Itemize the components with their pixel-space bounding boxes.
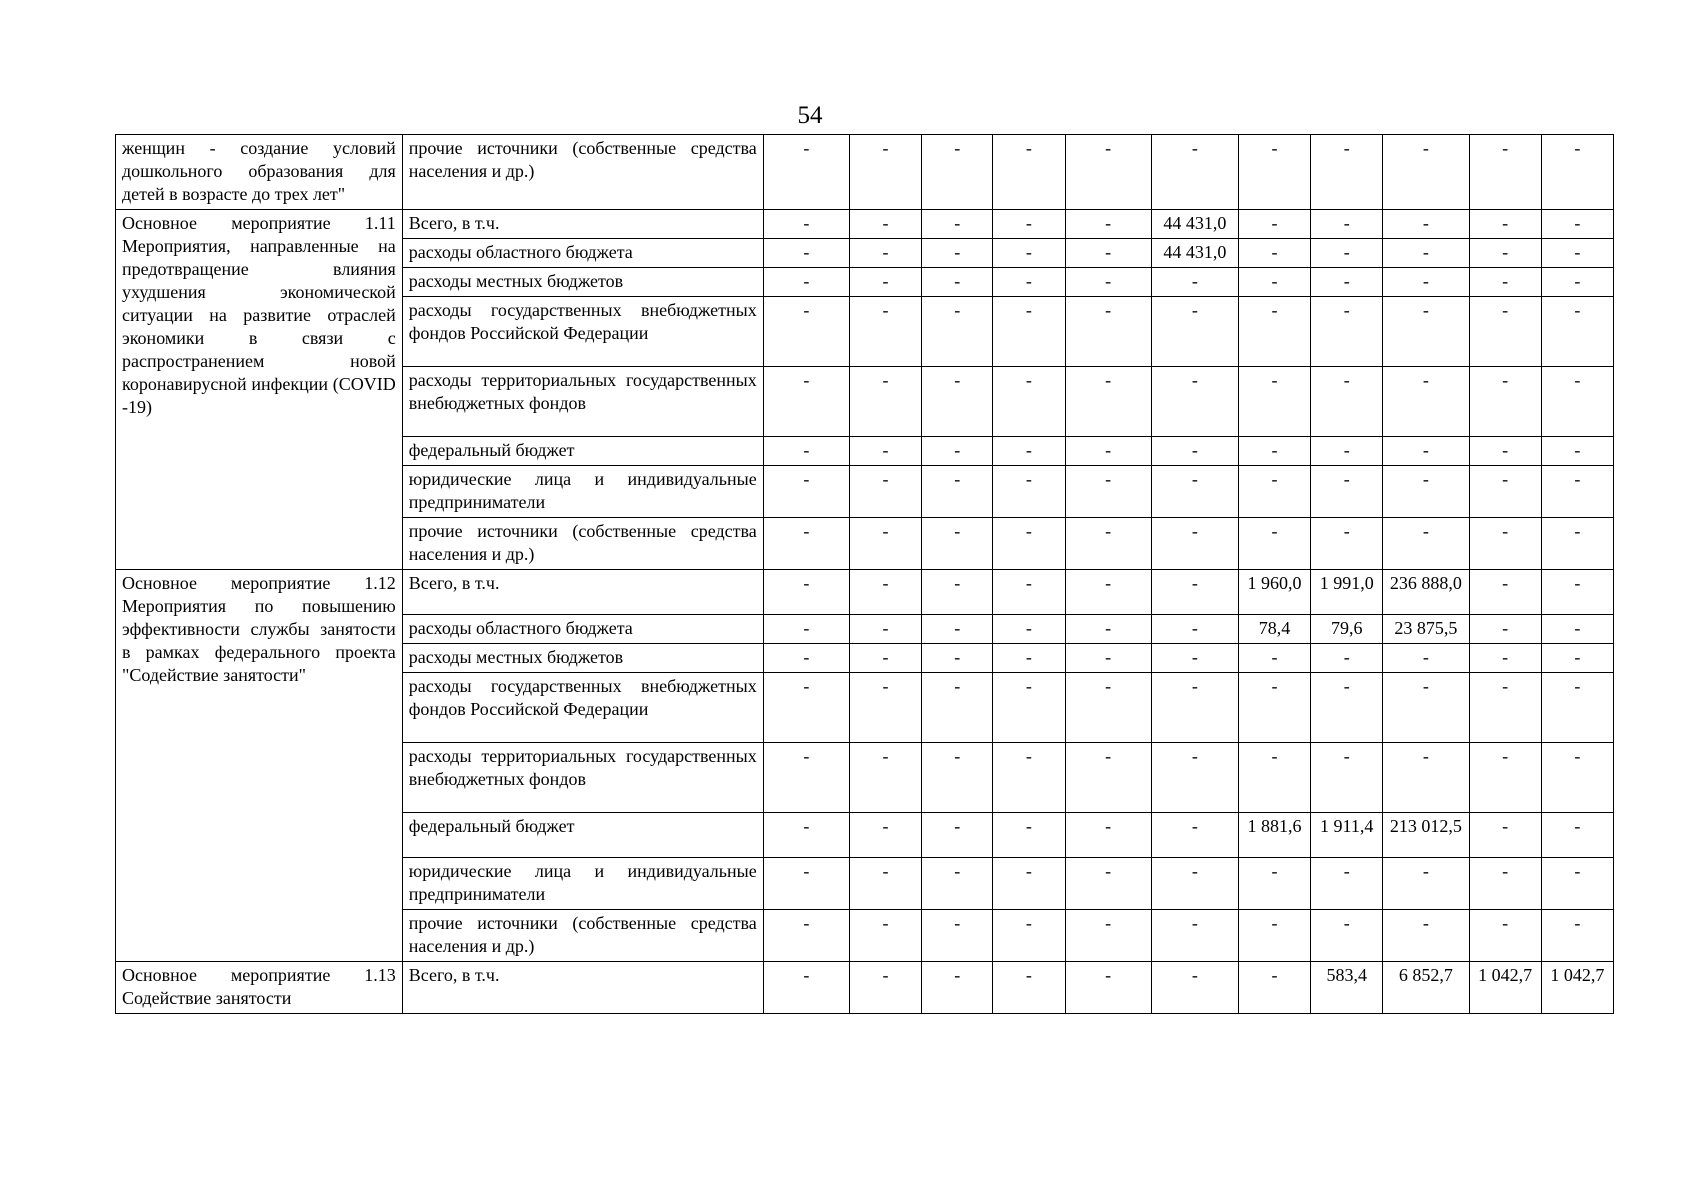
value-cell: - xyxy=(993,518,1065,570)
source-cell: расходы территориальных государственных внебюджетных фондов xyxy=(402,367,763,437)
value-cell: - xyxy=(1065,910,1151,962)
value-cell: - xyxy=(1151,743,1238,813)
value-cell: - xyxy=(849,570,921,615)
value-cell: - xyxy=(763,297,849,367)
value-cell: - xyxy=(1469,239,1541,268)
table-row xyxy=(116,135,1614,210)
source-cell: прочие источники (собственные средства населения и др.) xyxy=(402,910,763,962)
value-cell: - xyxy=(1311,135,1383,210)
value-cell: - xyxy=(763,962,849,1014)
value-cell: - xyxy=(1469,518,1541,570)
value-cell: - xyxy=(1469,570,1541,615)
value-cell: - xyxy=(763,813,849,858)
value-cell: - xyxy=(849,644,921,673)
value-cell: - xyxy=(763,466,849,518)
value-cell: - xyxy=(1238,135,1310,210)
value-cell: - xyxy=(1065,239,1151,268)
value-cell: - xyxy=(763,858,849,910)
value-cell: - xyxy=(763,910,849,962)
value-cell: - xyxy=(763,615,849,644)
value-cell: - xyxy=(849,910,921,962)
value-cell: - xyxy=(1469,673,1541,743)
value-cell: - xyxy=(849,962,921,1014)
value-cell: - xyxy=(993,962,1065,1014)
value-cell: - xyxy=(993,673,1065,743)
value-cell: - xyxy=(1151,518,1238,570)
value-cell: - xyxy=(849,673,921,743)
value-cell: - xyxy=(1238,858,1310,910)
value-cell: - xyxy=(1541,813,1613,858)
value-cell: - xyxy=(849,518,921,570)
value-cell: - xyxy=(1469,813,1541,858)
value-cell: - xyxy=(763,437,849,466)
value-cell: - xyxy=(922,644,993,673)
value-cell: 213 012,5 xyxy=(1383,813,1469,858)
value-cell: - xyxy=(1469,910,1541,962)
value-cell: - xyxy=(1383,437,1469,466)
source-cell: расходы областного бюджета xyxy=(402,615,763,644)
value-cell: - xyxy=(1541,518,1613,570)
value-cell: - xyxy=(922,962,993,1014)
value-cell: - xyxy=(1151,813,1238,858)
value-cell: - xyxy=(1469,466,1541,518)
value-cell: - xyxy=(1541,268,1613,297)
value-cell: - xyxy=(849,813,921,858)
value-cell: - xyxy=(922,466,993,518)
value-cell: 583,4 xyxy=(1311,962,1383,1014)
source-cell: Всего, в т.ч. xyxy=(402,210,763,239)
value-cell: - xyxy=(1469,268,1541,297)
source-cell: расходы государственных внебюджетных фондов Российской Федерации xyxy=(402,297,763,367)
value-cell: - xyxy=(1151,615,1238,644)
source-cell: Всего, в т.ч. xyxy=(402,570,763,615)
value-cell: - xyxy=(1311,858,1383,910)
value-cell: - xyxy=(922,239,993,268)
value-cell: - xyxy=(1151,910,1238,962)
value-cell: - xyxy=(993,743,1065,813)
value-cell: - xyxy=(763,268,849,297)
value-cell: - xyxy=(1541,570,1613,615)
value-cell: - xyxy=(1311,910,1383,962)
value-cell: - xyxy=(1311,367,1383,437)
value-cell: 1 042,7 xyxy=(1469,962,1541,1014)
value-cell: - xyxy=(763,239,849,268)
value-cell: - xyxy=(922,135,993,210)
value-cell: - xyxy=(1541,858,1613,910)
value-cell: - xyxy=(1469,858,1541,910)
value-cell: - xyxy=(763,644,849,673)
value-cell: - xyxy=(1541,615,1613,644)
value-cell: - xyxy=(1151,673,1238,743)
value-cell: - xyxy=(922,858,993,910)
event-cell: Основное мероприятие 1.12 Мероприятия по повышению эффективности службы занятости в рамках федерального проекта "Содействие занятости" xyxy=(116,570,403,962)
page-number: 54 xyxy=(797,102,823,129)
value-cell: - xyxy=(1541,673,1613,743)
value-cell: - xyxy=(922,570,993,615)
value-cell: - xyxy=(1383,239,1469,268)
source-cell: федеральный бюджет xyxy=(402,437,763,466)
value-cell: - xyxy=(922,297,993,367)
table-row xyxy=(116,962,1614,1014)
value-cell: - xyxy=(1383,910,1469,962)
value-cell: - xyxy=(1238,743,1310,813)
value-cell: - xyxy=(1151,466,1238,518)
value-cell: - xyxy=(1065,673,1151,743)
value-cell: - xyxy=(922,910,993,962)
value-cell: - xyxy=(1541,367,1613,437)
value-cell: - xyxy=(922,210,993,239)
value-cell: - xyxy=(1151,644,1238,673)
value-cell: - xyxy=(1311,743,1383,813)
value-cell: - xyxy=(849,437,921,466)
value-cell: - xyxy=(1311,297,1383,367)
value-cell: - xyxy=(993,297,1065,367)
value-cell: - xyxy=(1151,297,1238,367)
source-cell: прочие источники (собственные средства населения и др.) xyxy=(402,518,763,570)
value-cell: - xyxy=(1311,673,1383,743)
value-cell: - xyxy=(1238,962,1310,1014)
value-cell: - xyxy=(1238,673,1310,743)
value-cell: - xyxy=(1383,210,1469,239)
value-cell: - xyxy=(849,858,921,910)
source-cell: Всего, в т.ч. xyxy=(402,962,763,1014)
value-cell: - xyxy=(1238,297,1310,367)
value-cell: - xyxy=(1469,367,1541,437)
value-cell: - xyxy=(1065,297,1151,367)
value-cell: - xyxy=(993,858,1065,910)
value-cell: - xyxy=(1541,297,1613,367)
value-cell: - xyxy=(1469,644,1541,673)
value-cell: - xyxy=(1383,268,1469,297)
value-cell: - xyxy=(1383,743,1469,813)
source-cell: федеральный бюджет xyxy=(402,813,763,858)
value-cell: - xyxy=(763,743,849,813)
value-cell: - xyxy=(993,367,1065,437)
value-cell: - xyxy=(1238,466,1310,518)
value-cell: - xyxy=(1151,268,1238,297)
value-cell: - xyxy=(1151,367,1238,437)
source-cell: расходы местных бюджетов xyxy=(402,644,763,673)
value-cell: - xyxy=(1065,466,1151,518)
value-cell: - xyxy=(993,210,1065,239)
value-cell: - xyxy=(922,813,993,858)
value-cell: - xyxy=(1541,743,1613,813)
value-cell: - xyxy=(1311,437,1383,466)
value-cell: - xyxy=(1311,239,1383,268)
source-cell: расходы местных бюджетов xyxy=(402,268,763,297)
value-cell: - xyxy=(1238,239,1310,268)
value-cell: - xyxy=(1065,615,1151,644)
value-cell: - xyxy=(849,135,921,210)
value-cell: - xyxy=(1238,210,1310,239)
value-cell: - xyxy=(1065,858,1151,910)
value-cell: - xyxy=(1469,135,1541,210)
value-cell: - xyxy=(1065,644,1151,673)
value-cell: - xyxy=(763,673,849,743)
value-cell: - xyxy=(1151,962,1238,1014)
value-cell: 1 960,0 xyxy=(1238,570,1310,615)
value-cell: - xyxy=(993,644,1065,673)
value-cell: 236 888,0 xyxy=(1383,570,1469,615)
value-cell: - xyxy=(1151,858,1238,910)
value-cell: - xyxy=(1065,813,1151,858)
value-cell: - xyxy=(1469,437,1541,466)
value-cell: - xyxy=(849,239,921,268)
event-cell: женщин - создание условий дошкольного образования для детей в возрасте до трех лет" xyxy=(116,135,403,210)
value-cell: - xyxy=(1311,268,1383,297)
value-cell: - xyxy=(993,268,1065,297)
value-cell: - xyxy=(1383,518,1469,570)
value-cell: - xyxy=(1469,615,1541,644)
value-cell: - xyxy=(922,268,993,297)
value-cell: - xyxy=(1311,644,1383,673)
value-cell: - xyxy=(1311,466,1383,518)
event-cell: Основное мероприятие 1.11 Мероприятия, направленные на предотвращение влияния ухудшения экономической ситуации на развитие отраслей экономики в связи с распространением новой коронавирусной инфекции (COVID -19) xyxy=(116,210,403,570)
event-cell: Основное мероприятие 1.13 Содействие занятости xyxy=(116,962,403,1014)
value-cell: - xyxy=(922,437,993,466)
value-cell: - xyxy=(993,135,1065,210)
budget-table xyxy=(115,134,1614,1014)
value-cell: - xyxy=(1383,135,1469,210)
value-cell: - xyxy=(1311,210,1383,239)
value-cell: - xyxy=(849,297,921,367)
value-cell: - xyxy=(1383,644,1469,673)
value-cell: - xyxy=(763,570,849,615)
value-cell: - xyxy=(1151,570,1238,615)
value-cell: - xyxy=(1541,910,1613,962)
source-cell: расходы областного бюджета xyxy=(402,239,763,268)
value-cell: - xyxy=(1383,858,1469,910)
value-cell: 1 911,4 xyxy=(1311,813,1383,858)
value-cell: - xyxy=(1238,367,1310,437)
source-cell: расходы территориальных государственных внебюджетных фондов xyxy=(402,743,763,813)
value-cell: 78,4 xyxy=(1238,615,1310,644)
value-cell: - xyxy=(1541,135,1613,210)
value-cell: - xyxy=(993,239,1065,268)
value-cell: 1 042,7 xyxy=(1541,962,1613,1014)
value-cell: - xyxy=(1541,644,1613,673)
value-cell: - xyxy=(922,743,993,813)
value-cell: 44 431,0 xyxy=(1151,210,1238,239)
value-cell: - xyxy=(1238,268,1310,297)
value-cell: - xyxy=(993,615,1065,644)
value-cell: - xyxy=(1383,466,1469,518)
value-cell: - xyxy=(1238,437,1310,466)
value-cell: - xyxy=(1151,437,1238,466)
value-cell: - xyxy=(849,268,921,297)
value-cell: - xyxy=(922,673,993,743)
value-cell: - xyxy=(1065,570,1151,615)
value-cell: - xyxy=(993,466,1065,518)
value-cell: - xyxy=(763,210,849,239)
value-cell: - xyxy=(1469,210,1541,239)
value-cell: 1 881,6 xyxy=(1238,813,1310,858)
table-row xyxy=(116,570,1614,615)
value-cell: 79,6 xyxy=(1311,615,1383,644)
value-cell: - xyxy=(1238,518,1310,570)
source-cell: юридические лица и индивидуальные предприниматели xyxy=(402,466,763,518)
value-cell: - xyxy=(1541,466,1613,518)
value-cell: - xyxy=(1065,210,1151,239)
value-cell: - xyxy=(1311,518,1383,570)
value-cell: - xyxy=(849,367,921,437)
table-body xyxy=(116,135,1614,1014)
value-cell: - xyxy=(993,813,1065,858)
value-cell: - xyxy=(1065,135,1151,210)
value-cell: - xyxy=(993,570,1065,615)
value-cell: - xyxy=(1065,518,1151,570)
value-cell: 44 431,0 xyxy=(1151,239,1238,268)
value-cell: - xyxy=(993,437,1065,466)
value-cell: 1 991,0 xyxy=(1311,570,1383,615)
source-cell: прочие источники (собственные средства населения и др.) xyxy=(402,135,763,210)
source-cell: юридические лица и индивидуальные предприниматели xyxy=(402,858,763,910)
value-cell: - xyxy=(1541,239,1613,268)
value-cell: - xyxy=(763,518,849,570)
value-cell: - xyxy=(763,135,849,210)
value-cell: - xyxy=(1383,367,1469,437)
value-cell: - xyxy=(1238,644,1310,673)
value-cell: - xyxy=(993,910,1065,962)
value-cell: - xyxy=(1541,437,1613,466)
value-cell: - xyxy=(1065,268,1151,297)
value-cell: - xyxy=(1065,743,1151,813)
value-cell: - xyxy=(1065,437,1151,466)
value-cell: - xyxy=(849,615,921,644)
value-cell: - xyxy=(922,615,993,644)
value-cell: - xyxy=(1383,297,1469,367)
value-cell: 6 852,7 xyxy=(1383,962,1469,1014)
value-cell: 23 875,5 xyxy=(1383,615,1469,644)
value-cell: - xyxy=(1151,135,1238,210)
value-cell: - xyxy=(1469,297,1541,367)
value-cell: - xyxy=(1065,367,1151,437)
value-cell: - xyxy=(1541,210,1613,239)
value-cell: - xyxy=(849,466,921,518)
source-cell: расходы государственных внебюджетных фондов Российской Федерации xyxy=(402,673,763,743)
value-cell: - xyxy=(1065,962,1151,1014)
value-cell: - xyxy=(1383,673,1469,743)
value-cell: - xyxy=(763,367,849,437)
value-cell: - xyxy=(849,743,921,813)
value-cell: - xyxy=(1238,910,1310,962)
value-cell: - xyxy=(1469,743,1541,813)
value-cell: - xyxy=(922,518,993,570)
value-cell: - xyxy=(922,367,993,437)
table-row xyxy=(116,210,1614,239)
value-cell: - xyxy=(849,210,921,239)
